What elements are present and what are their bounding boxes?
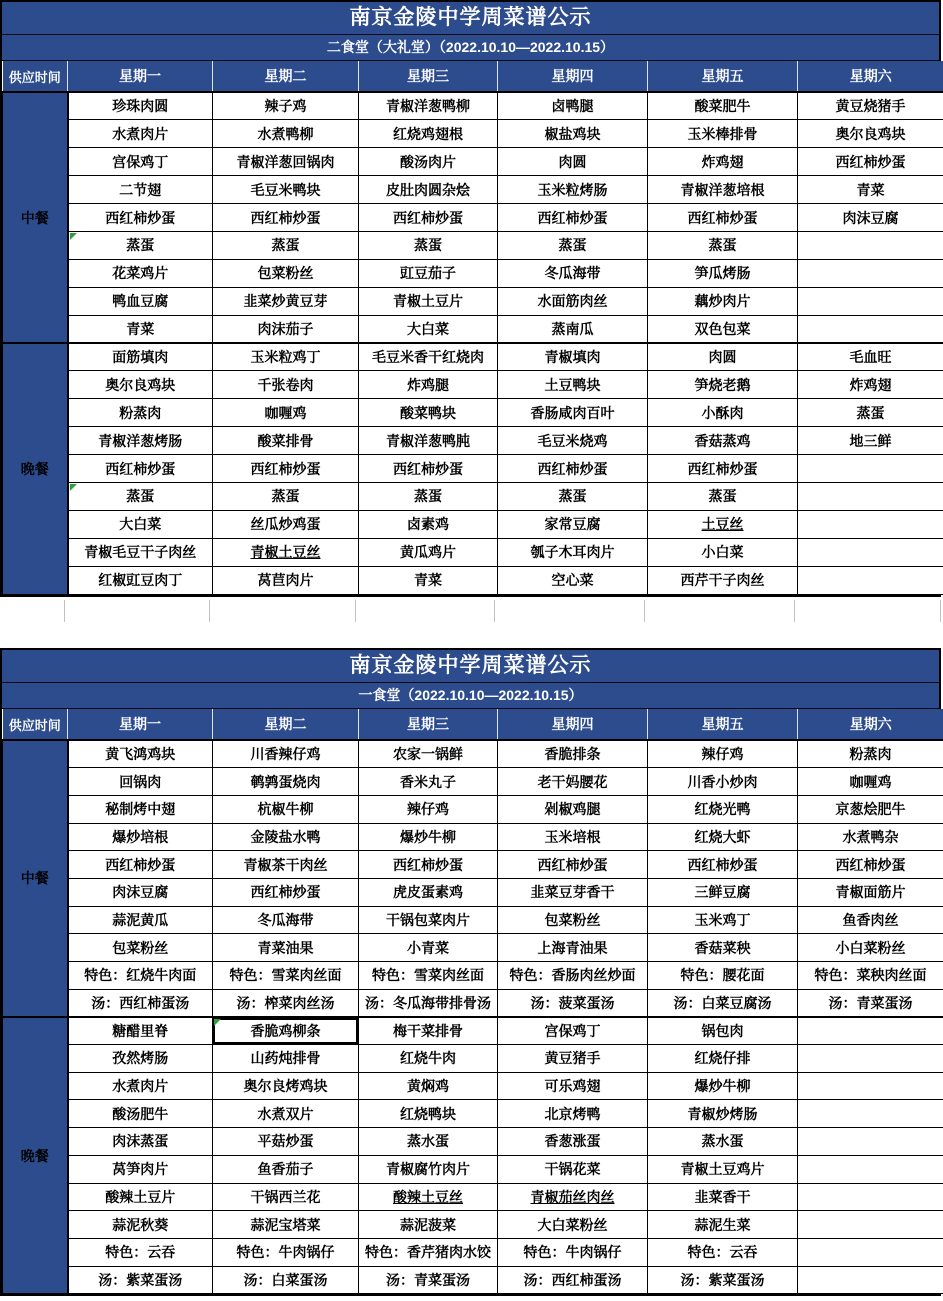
menu-cell[interactable]: 瓠子木耳肉片 bbox=[498, 538, 648, 566]
menu-cell[interactable]: 小青菜 bbox=[359, 934, 498, 962]
menu-cell[interactable]: 炸鸡腿 bbox=[359, 371, 498, 399]
menu-cell[interactable]: 冬瓜海带 bbox=[213, 906, 359, 934]
menu-cell[interactable]: 蒸蛋 bbox=[498, 231, 648, 259]
menu-cell[interactable]: 平菇炒蛋 bbox=[213, 1128, 359, 1156]
menu-cell[interactable]: 蒸水蛋 bbox=[359, 1128, 498, 1156]
menu-cell[interactable]: 毛豆米鸭块 bbox=[213, 176, 359, 204]
menu-cell[interactable]: 孜然烤肠 bbox=[68, 1045, 213, 1073]
menu-cell[interactable]: 皮肚肉圆杂烩 bbox=[359, 176, 498, 204]
menu-cell[interactable]: 西红柿炒蛋 bbox=[498, 455, 648, 483]
canteen-1-menu-table bbox=[0, 648, 941, 1296]
menu-cell[interactable]: 梅干菜排骨 bbox=[359, 1017, 498, 1045]
menu-cell[interactable]: 酸辣土豆片 bbox=[68, 1183, 213, 1211]
menu-cell[interactable]: 西红柿炒蛋 bbox=[798, 851, 943, 879]
menu-cell[interactable]: 西红柿炒蛋 bbox=[213, 204, 359, 232]
menu-cell[interactable]: 玉米粒烤肠 bbox=[498, 176, 648, 204]
menu-cell[interactable]: 土豆鸭块 bbox=[498, 371, 648, 399]
menu-cell[interactable]: 肉沫蒸蛋 bbox=[68, 1128, 213, 1156]
menu-cell[interactable]: 韭菜炒黄豆芽 bbox=[213, 287, 359, 315]
menu-cell[interactable]: 香菇菜秧 bbox=[648, 934, 798, 962]
menu-cell[interactable]: 西红柿炒蛋 bbox=[798, 148, 943, 176]
menu-cell[interactable] bbox=[798, 482, 943, 510]
menu-cell[interactable]: 汤：白菜蛋汤 bbox=[213, 1266, 359, 1294]
menu-cell[interactable]: 青椒土豆鸡片 bbox=[648, 1155, 798, 1183]
menu-cell[interactable]: 西红柿炒蛋 bbox=[498, 204, 648, 232]
menu-cell[interactable]: 蒸蛋 bbox=[798, 399, 943, 427]
day-header: 星期六 bbox=[798, 709, 943, 740]
menu-cell[interactable]: 炸鸡翅 bbox=[798, 371, 943, 399]
menu-grid bbox=[2, 709, 943, 1294]
menu-cell[interactable]: 玉米培根 bbox=[498, 823, 648, 851]
canteen-2-menu-table bbox=[0, 0, 941, 597]
menu-cell[interactable]: 面筋填肉 bbox=[68, 343, 213, 371]
menu-cell[interactable]: 汤：青菜蛋汤 bbox=[798, 989, 943, 1017]
menu-cell[interactable]: 鱼香茄子 bbox=[213, 1155, 359, 1183]
menu-cell[interactable]: 特色：雪菜肉丝面 bbox=[359, 962, 498, 990]
menu-cell[interactable]: 西红柿炒蛋 bbox=[213, 878, 359, 906]
menu-cell[interactable]: 玉米棒排骨 bbox=[648, 120, 798, 148]
menu-cell[interactable]: 红烧仔排 bbox=[648, 1045, 798, 1073]
menu-cell[interactable] bbox=[798, 1155, 943, 1183]
menu-cell[interactable]: 鸭血豆腐 bbox=[68, 287, 213, 315]
menu-cell[interactable]: 黄豆烧猪手 bbox=[798, 92, 943, 120]
menu-cell[interactable]: 肉圆 bbox=[648, 343, 798, 371]
menu-cell[interactable]: 特色：云吞 bbox=[648, 1238, 798, 1266]
menu-cell[interactable]: 青椒洋葱培根 bbox=[648, 176, 798, 204]
menu-cell[interactable]: 豇豆茄子 bbox=[359, 259, 498, 287]
menu-cell[interactable] bbox=[798, 287, 943, 315]
menu-cell[interactable]: 大白菜 bbox=[68, 510, 213, 538]
day-header: 星期五 bbox=[648, 61, 798, 92]
menu-cell[interactable]: 丝瓜炒鸡蛋 bbox=[213, 510, 359, 538]
menu-cell[interactable]: 西红柿炒蛋 bbox=[213, 455, 359, 483]
menu-cell[interactable]: 地三鲜 bbox=[798, 427, 943, 455]
menu-cell[interactable]: 杭椒牛柳 bbox=[213, 795, 359, 823]
menu-cell[interactable]: 包菜粉丝 bbox=[213, 259, 359, 287]
menu-cell[interactable]: 冬瓜海带 bbox=[498, 259, 648, 287]
menu-cell[interactable]: 北京烤鸭 bbox=[498, 1100, 648, 1128]
menu-cell[interactable]: 土豆丝 bbox=[648, 510, 798, 538]
menu-cell[interactable]: 大白菜粉丝 bbox=[498, 1211, 648, 1239]
menu-cell[interactable]: 西红柿炒蛋 bbox=[498, 851, 648, 879]
menu-cell[interactable]: 香葱涨蛋 bbox=[498, 1128, 648, 1156]
menu-cell[interactable]: 汤：冬瓜海带排骨汤 bbox=[359, 989, 498, 1017]
menu-cell[interactable]: 咖喱鸡 bbox=[213, 399, 359, 427]
day-header: 星期二 bbox=[213, 709, 359, 740]
menu-cell[interactable]: 蒸蛋 bbox=[68, 231, 213, 259]
menu-cell[interactable]: 粉蒸肉 bbox=[68, 399, 213, 427]
menu-cell[interactable] bbox=[798, 1045, 943, 1073]
menu-cell[interactable]: 珍珠肉圆 bbox=[68, 92, 213, 120]
comment-marker-icon bbox=[70, 233, 77, 240]
menu-cell[interactable]: 包菜粉丝 bbox=[68, 934, 213, 962]
menu-cell[interactable]: 汤：紫菜蛋汤 bbox=[68, 1266, 213, 1294]
menu-cell[interactable]: 小白菜 bbox=[648, 538, 798, 566]
menu-cell[interactable]: 蒜泥秋葵 bbox=[68, 1211, 213, 1239]
menu-cell[interactable]: 二节翅 bbox=[68, 176, 213, 204]
menu-cell[interactable]: 青椒面筋片 bbox=[798, 878, 943, 906]
menu-cell[interactable]: 酸汤肥牛 bbox=[68, 1100, 213, 1128]
menu-cell[interactable]: 老干妈腰花 bbox=[498, 768, 648, 796]
menu-cell[interactable]: 西芹干子肉丝 bbox=[648, 566, 798, 594]
menu-cell[interactable]: 西红柿炒蛋 bbox=[648, 455, 798, 483]
menu-cell[interactable]: 川香小炒肉 bbox=[648, 768, 798, 796]
menu-cell[interactable] bbox=[798, 1211, 943, 1239]
menu-cell[interactable] bbox=[798, 566, 943, 594]
menu-cell[interactable]: 青菜 bbox=[359, 566, 498, 594]
day-header: 星期六 bbox=[798, 61, 943, 92]
day-header: 星期二 bbox=[213, 61, 359, 92]
menu-cell[interactable]: 小白菜粉丝 bbox=[798, 934, 943, 962]
menu-cell[interactable]: 咖喱鸡 bbox=[798, 768, 943, 796]
menu-cell[interactable]: 水面筋肉丝 bbox=[498, 287, 648, 315]
menu-cell[interactable]: 奥尔良鸡块 bbox=[798, 120, 943, 148]
menu-cell[interactable]: 鱼香肉丝 bbox=[798, 906, 943, 934]
menu-cell[interactable]: 汤：青菜蛋汤 bbox=[359, 1266, 498, 1294]
day-header: 星期三 bbox=[359, 709, 498, 740]
menu-cell[interactable]: 肉沫豆腐 bbox=[68, 878, 213, 906]
menu-cell[interactable]: 蒸蛋 bbox=[68, 482, 213, 510]
menu-cell[interactable]: 糖醋里脊 bbox=[68, 1017, 213, 1045]
menu-cell[interactable]: 西红柿炒蛋 bbox=[648, 204, 798, 232]
menu-cell[interactable]: 西红柿炒蛋 bbox=[68, 455, 213, 483]
menu-cell[interactable]: 山药炖排骨 bbox=[213, 1045, 359, 1073]
menu-cell[interactable]: 酸菜排骨 bbox=[213, 427, 359, 455]
menu-cell[interactable] bbox=[798, 1072, 943, 1100]
menu-cell[interactable]: 水煮双片 bbox=[213, 1100, 359, 1128]
menu-cell[interactable]: 黄瓜鸡片 bbox=[359, 538, 498, 566]
menu-cell[interactable]: 青椒土豆片 bbox=[359, 287, 498, 315]
menu-cell[interactable]: 辣子鸡 bbox=[213, 92, 359, 120]
meal-label: 中餐 bbox=[3, 740, 68, 1017]
menu-cell[interactable]: 蒸水蛋 bbox=[648, 1128, 798, 1156]
menu-cell[interactable]: 肉圆 bbox=[498, 148, 648, 176]
menu-cell[interactable]: 蒜泥宝塔菜 bbox=[213, 1211, 359, 1239]
menu-cell[interactable]: 奥尔良烤鸡块 bbox=[213, 1072, 359, 1100]
menu-cell[interactable]: 回锅肉 bbox=[68, 768, 213, 796]
day-header: 星期一 bbox=[68, 61, 213, 92]
menu-cell[interactable]: 韭菜香干 bbox=[648, 1183, 798, 1211]
menu-cell[interactable]: 香脆鸡柳条 bbox=[213, 1017, 359, 1045]
menu-cell[interactable]: 干锅包菜肉片 bbox=[359, 906, 498, 934]
menu-cell[interactable]: 汤：白菜豆腐汤 bbox=[648, 989, 798, 1017]
time-header: 供应时间 bbox=[3, 61, 68, 92]
menu-cell[interactable]: 特色：红烧牛肉面 bbox=[68, 962, 213, 990]
menu-cell[interactable]: 红椒豇豆肉丁 bbox=[68, 566, 213, 594]
menu-cell[interactable]: 特色：腰花面 bbox=[648, 962, 798, 990]
menu-cell[interactable] bbox=[798, 1128, 943, 1156]
menu-grid bbox=[2, 61, 943, 595]
table-title: 南京金陵中学周菜谱公示 bbox=[2, 650, 939, 683]
menu-cell[interactable]: 青菜 bbox=[798, 176, 943, 204]
menu-cell[interactable]: 特色：菜秧肉丝面 bbox=[798, 962, 943, 990]
menu-cell[interactable] bbox=[798, 455, 943, 483]
menu-cell[interactable]: 蒜泥菠菜 bbox=[359, 1211, 498, 1239]
menu-cell[interactable]: 青椒填肉 bbox=[498, 343, 648, 371]
menu-cell[interactable]: 水煮肉片 bbox=[68, 1072, 213, 1100]
menu-cell[interactable]: 干锅西兰花 bbox=[213, 1183, 359, 1211]
menu-cell[interactable]: 虎皮蛋素鸡 bbox=[359, 878, 498, 906]
meal-label: 晚餐 bbox=[3, 343, 68, 594]
day-header: 星期一 bbox=[68, 709, 213, 740]
menu-cell[interactable] bbox=[798, 1183, 943, 1211]
menu-cell[interactable]: 奥尔良鸡块 bbox=[68, 371, 213, 399]
menu-cell[interactable]: 青椒炒烤肠 bbox=[648, 1100, 798, 1128]
menu-cell[interactable]: 水煮肉片 bbox=[68, 120, 213, 148]
menu-cell[interactable]: 毛血旺 bbox=[798, 343, 943, 371]
menu-cell[interactable]: 毛豆米烧鸡 bbox=[498, 427, 648, 455]
menu-cell[interactable]: 黄飞鸿鸡块 bbox=[68, 740, 213, 768]
menu-cell[interactable] bbox=[798, 510, 943, 538]
menu-cell[interactable]: 炸鸡翅 bbox=[648, 148, 798, 176]
menu-cell[interactable]: 爆炒培根 bbox=[68, 823, 213, 851]
comment-marker-icon bbox=[70, 484, 77, 491]
menu-cell[interactable]: 爆炒牛柳 bbox=[359, 823, 498, 851]
menu-cell[interactable]: 蒸蛋 bbox=[213, 482, 359, 510]
menu-cell[interactable]: 莴笋肉片 bbox=[68, 1155, 213, 1183]
menu-cell[interactable]: 卤素鸡 bbox=[359, 510, 498, 538]
menu-cell[interactable]: 家常豆腐 bbox=[498, 510, 648, 538]
menu-cell[interactable]: 红烧鸭块 bbox=[359, 1100, 498, 1128]
menu-cell[interactable] bbox=[798, 315, 943, 343]
menu-cell[interactable]: 汤：菠菜蛋汤 bbox=[498, 989, 648, 1017]
menu-cell[interactable]: 宫保鸡丁 bbox=[498, 1017, 648, 1045]
menu-cell[interactable]: 辣仔鸡 bbox=[359, 795, 498, 823]
menu-cell[interactable]: 西红柿炒蛋 bbox=[68, 851, 213, 879]
menu-cell[interactable]: 莴苣肉片 bbox=[213, 566, 359, 594]
menu-cell[interactable]: 红烧光鸭 bbox=[648, 795, 798, 823]
menu-cell[interactable]: 红烧大虾 bbox=[648, 823, 798, 851]
menu-cell[interactable]: 特色：云吞 bbox=[68, 1238, 213, 1266]
menu-cell[interactable]: 剁椒鸡腿 bbox=[498, 795, 648, 823]
menu-cell[interactable]: 千张卷肉 bbox=[213, 371, 359, 399]
menu-cell[interactable]: 蒸蛋 bbox=[648, 482, 798, 510]
menu-cell[interactable]: 青菜 bbox=[68, 315, 213, 343]
empty-grid-row bbox=[0, 600, 941, 622]
menu-cell[interactable]: 蒸蛋 bbox=[213, 231, 359, 259]
menu-cell[interactable]: 笋烧老鹅 bbox=[648, 371, 798, 399]
menu-cell[interactable]: 青椒腐竹肉片 bbox=[359, 1155, 498, 1183]
menu-cell[interactable]: 三鲜豆腐 bbox=[648, 878, 798, 906]
menu-cell[interactable]: 蒸蛋 bbox=[359, 482, 498, 510]
meal-label: 晚餐 bbox=[3, 1017, 68, 1294]
menu-cell[interactable]: 秘制烤中翅 bbox=[68, 795, 213, 823]
menu-cell[interactable]: 汤：紫菜蛋汤 bbox=[648, 1266, 798, 1294]
menu-cell[interactable]: 特色：牛肉锅仔 bbox=[498, 1238, 648, 1266]
menu-cell[interactable]: 蒜泥生菜 bbox=[648, 1211, 798, 1239]
menu-cell[interactable]: 水煮鸭柳 bbox=[213, 120, 359, 148]
menu-cell[interactable]: 花菜鸡片 bbox=[68, 259, 213, 287]
menu-cell[interactable]: 干锅花菜 bbox=[498, 1155, 648, 1183]
menu-cell[interactable] bbox=[798, 538, 943, 566]
menu-cell[interactable]: 酸辣土豆丝 bbox=[359, 1183, 498, 1211]
menu-cell[interactable]: 包菜粉丝 bbox=[498, 906, 648, 934]
comment-marker-icon bbox=[214, 1019, 221, 1026]
menu-cell[interactable]: 藕炒肉片 bbox=[648, 287, 798, 315]
menu-cell[interactable]: 特色：香芹猪肉水饺 bbox=[359, 1238, 498, 1266]
menu-cell[interactable]: 青椒洋葱烤肠 bbox=[68, 427, 213, 455]
menu-cell[interactable]: 肉沫豆腐 bbox=[798, 204, 943, 232]
menu-cell[interactable]: 特色：香肠肉丝炒面 bbox=[498, 962, 648, 990]
menu-cell[interactable]: 京葱烩肥牛 bbox=[798, 795, 943, 823]
menu-cell[interactable]: 蒸蛋 bbox=[359, 231, 498, 259]
table-subtitle: 二食堂（大礼堂）（2022.10.10—2022.10.15） bbox=[2, 35, 939, 61]
menu-cell[interactable]: 宫保鸡丁 bbox=[68, 148, 213, 176]
menu-cell[interactable]: 卤鸭腿 bbox=[498, 92, 648, 120]
menu-cell[interactable]: 大白菜 bbox=[359, 315, 498, 343]
menu-cell[interactable]: 香肠咸肉百叶 bbox=[498, 399, 648, 427]
menu-cell[interactable]: 酸菜鸭块 bbox=[359, 399, 498, 427]
menu-cell[interactable]: 青椒毛豆干子肉丝 bbox=[68, 538, 213, 566]
menu-cell[interactable]: 西红柿炒蛋 bbox=[359, 204, 498, 232]
menu-cell[interactable]: 汤：西红柿蛋汤 bbox=[68, 989, 213, 1017]
menu-cell[interactable]: 笋瓜烤肠 bbox=[648, 259, 798, 287]
menu-cell[interactable] bbox=[798, 1266, 943, 1294]
menu-cell[interactable]: 粉蒸肉 bbox=[798, 740, 943, 768]
menu-cell[interactable]: 香脆排条 bbox=[498, 740, 648, 768]
menu-cell[interactable]: 玉米粒鸡丁 bbox=[213, 343, 359, 371]
menu-cell[interactable]: 锅包肉 bbox=[648, 1017, 798, 1045]
menu-cell[interactable] bbox=[798, 1017, 943, 1045]
menu-cell[interactable]: 水煮鸭杂 bbox=[798, 823, 943, 851]
menu-cell[interactable]: 西红柿炒蛋 bbox=[648, 851, 798, 879]
menu-cell[interactable]: 西红柿炒蛋 bbox=[359, 455, 498, 483]
menu-cell[interactable]: 香菇蒸鸡 bbox=[648, 427, 798, 455]
menu-cell[interactable]: 红烧牛肉 bbox=[359, 1045, 498, 1073]
menu-cell[interactable]: 毛豆米香干红烧肉 bbox=[359, 343, 498, 371]
menu-cell[interactable]: 爆炒牛柳 bbox=[648, 1072, 798, 1100]
menu-cell[interactable]: 汤：西红柿蛋汤 bbox=[498, 1266, 648, 1294]
menu-cell[interactable]: 青椒洋葱回锅肉 bbox=[213, 148, 359, 176]
day-header: 星期四 bbox=[498, 61, 648, 92]
menu-cell[interactable]: 蒸蛋 bbox=[648, 231, 798, 259]
day-header: 星期四 bbox=[498, 709, 648, 740]
menu-cell[interactable] bbox=[798, 1100, 943, 1128]
menu-cell[interactable]: 黄豆猪手 bbox=[498, 1045, 648, 1073]
menu-cell[interactable]: 青椒土豆丝 bbox=[213, 538, 359, 566]
menu-cell[interactable]: 汤：榨菜肉丝汤 bbox=[213, 989, 359, 1017]
menu-cell[interactable]: 上海青油果 bbox=[498, 934, 648, 962]
menu-cell[interactable]: 小酥肉 bbox=[648, 399, 798, 427]
time-header: 供应时间 bbox=[3, 709, 68, 740]
menu-cell[interactable]: 西红柿炒蛋 bbox=[68, 204, 213, 232]
menu-cell[interactable]: 特色：牛肉锅仔 bbox=[213, 1238, 359, 1266]
menu-cell[interactable]: 蒸南瓜 bbox=[498, 315, 648, 343]
menu-cell[interactable]: 蒜泥黄瓜 bbox=[68, 906, 213, 934]
menu-cell[interactable]: 双色包菜 bbox=[648, 315, 798, 343]
table-subtitle: 一食堂（2022.10.10—2022.10.15） bbox=[2, 683, 939, 709]
menu-cell[interactable] bbox=[798, 259, 943, 287]
menu-cell[interactable]: 香米丸子 bbox=[359, 768, 498, 796]
menu-cell[interactable]: 青椒洋葱鸭肫 bbox=[359, 427, 498, 455]
table-title: 南京金陵中学周菜谱公示 bbox=[2, 2, 939, 35]
menu-cell[interactable]: 辣仔鸡 bbox=[648, 740, 798, 768]
menu-cell[interactable]: 蒸蛋 bbox=[498, 482, 648, 510]
menu-cell[interactable]: 青菜油果 bbox=[213, 934, 359, 962]
menu-cell[interactable]: 青椒洋葱鸭柳 bbox=[359, 92, 498, 120]
menu-cell[interactable]: 金陵盐水鸭 bbox=[213, 823, 359, 851]
menu-cell[interactable] bbox=[798, 231, 943, 259]
menu-cell[interactable]: 玉米鸡丁 bbox=[648, 906, 798, 934]
menu-cell[interactable]: 酸菜肥牛 bbox=[648, 92, 798, 120]
meal-label: 中餐 bbox=[3, 92, 68, 343]
menu-cell[interactable]: 青椒茶干肉丝 bbox=[213, 851, 359, 879]
menu-cell[interactable]: 椒盐鸡块 bbox=[498, 120, 648, 148]
menu-cell[interactable]: 空心菜 bbox=[498, 566, 648, 594]
menu-cell[interactable]: 肉沫茄子 bbox=[213, 315, 359, 343]
menu-cell[interactable]: 韭菜豆芽香干 bbox=[498, 878, 648, 906]
menu-cell[interactable]: 农家一锅鲜 bbox=[359, 740, 498, 768]
day-header: 星期五 bbox=[648, 709, 798, 740]
menu-cell[interactable]: 西红柿炒蛋 bbox=[359, 851, 498, 879]
day-header: 星期三 bbox=[359, 61, 498, 92]
menu-cell[interactable]: 鹌鹑蛋烧肉 bbox=[213, 768, 359, 796]
menu-cell[interactable] bbox=[798, 1238, 943, 1266]
menu-cell[interactable]: 黄焖鸡 bbox=[359, 1072, 498, 1100]
menu-cell[interactable]: 青椒茄丝肉丝 bbox=[498, 1183, 648, 1211]
menu-cell[interactable]: 可乐鸡翅 bbox=[498, 1072, 648, 1100]
menu-cell[interactable]: 川香辣仔鸡 bbox=[213, 740, 359, 768]
menu-cell[interactable]: 特色：雪菜肉丝面 bbox=[213, 962, 359, 990]
menu-cell[interactable]: 酸汤肉片 bbox=[359, 148, 498, 176]
menu-cell[interactable]: 红烧鸡翅根 bbox=[359, 120, 498, 148]
